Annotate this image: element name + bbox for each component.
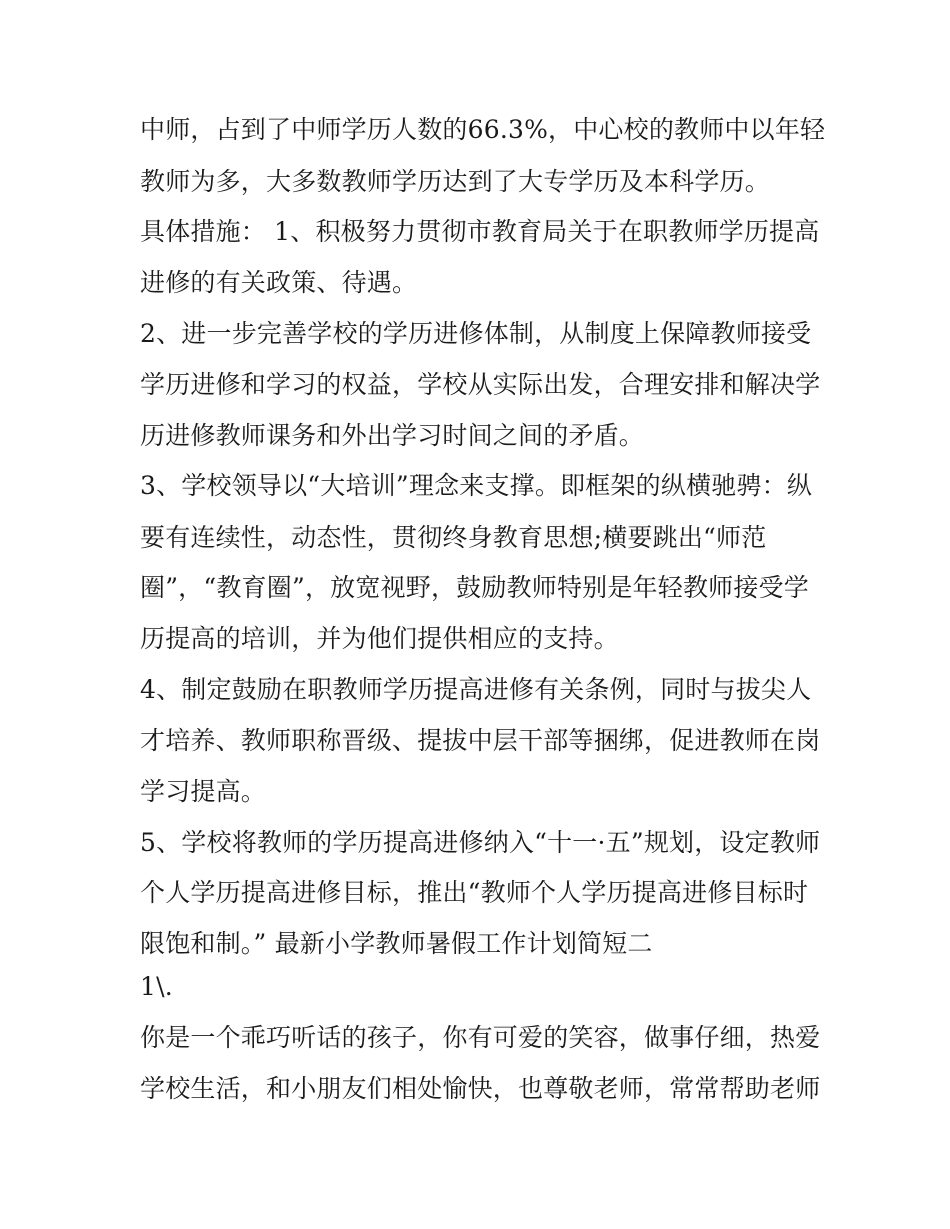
- text-line: 进修的有关政策、待遇。: [140, 268, 418, 297]
- text-line: 历提高的培训，并为他们提供相应的支持。: [140, 624, 619, 653]
- text-line: 3、学校领导以“大培训”理念来支撑。即框架的纵横驰骋：纵: [140, 471, 813, 500]
- text-line: 2、进一步完善学校的学历进修体制，从制度上保障教师接受: [140, 319, 812, 348]
- text-line: 限饱和制。” 最新小学教师暑假工作计划简短二: [140, 929, 653, 958]
- text-line: 你是一个乖巧听话的孩子，你有可爱的笑容，做事仔细，热爱: [140, 1023, 821, 1052]
- text-line: 中师，占到了中师学历人数的66.3%，中心校的教师中以年轻: [140, 115, 826, 144]
- text-line: 学历进修和学习的权益，学校从实际出发，合理安排和解决学: [140, 370, 821, 399]
- text-line: 教师为多，大多数教师学历达到了大专学历及本科学历。: [140, 167, 771, 196]
- text-line: 具体措施： 1、积极努力贯彻市教育局关于在职教师学历提高: [140, 217, 820, 246]
- text-line: 历进修教师课务和外出学习时间之间的矛盾。: [140, 421, 645, 450]
- text-line: 个人学历提高进修目标，推出“教师个人学历提高进修目标时: [140, 878, 809, 907]
- text-line: 1\.: [140, 972, 173, 1001]
- text-line: 才培养、教师职称晋级、提拔中层干部等捆绑，促进教师在岗: [140, 726, 821, 755]
- text-line: 学习提高。: [140, 777, 267, 806]
- text-line: 5、学校将教师的学历提高进修纳入“十一·五”规划，设定教师: [140, 828, 821, 857]
- text-line: 4、制定鼓励在职教师学历提高进修有关条例，同时与拔尖人: [140, 675, 812, 704]
- text-line: 要有连续性，动态性，贯彻终身教育思想;横要跳出“师范: [140, 523, 767, 552]
- text-line: 学校生活，和小朋友们相处愉快，也尊敬老师，常常帮助老师: [140, 1074, 821, 1103]
- text-line: 圈”，“教育圈”，放宽视野，鼓励教师特别是年轻教师接受学: [140, 573, 809, 602]
